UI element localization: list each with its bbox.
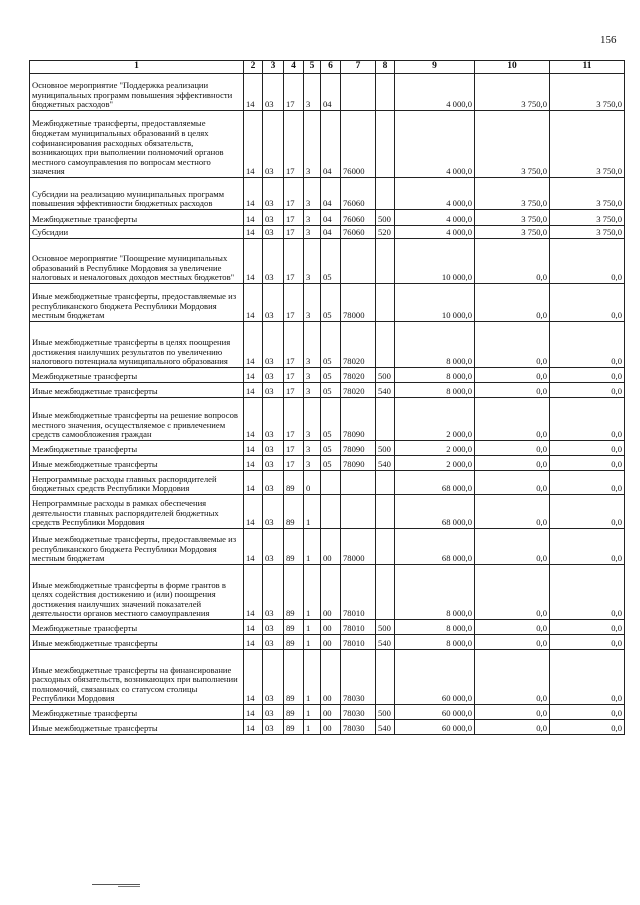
col-6-cell: 05 bbox=[321, 441, 341, 456]
col-2-cell: 14 bbox=[244, 650, 263, 705]
item-name-cell: Иные межбюджетные трансферты, предоставляемые из республиканского бюджета Республики Мордовия местным бюджетам bbox=[30, 284, 244, 322]
amount-10-cell: 0,0 bbox=[475, 529, 550, 565]
table-row bbox=[30, 441, 625, 456]
col-4-cell: 17 bbox=[284, 239, 304, 284]
col-8-cell: 500 bbox=[376, 441, 395, 456]
amount-10-cell: 0,0 bbox=[475, 368, 550, 383]
table-row bbox=[30, 635, 625, 650]
item-name-cell: Иные межбюджетные трансферты bbox=[30, 383, 244, 398]
col-3-cell: 03 bbox=[263, 565, 284, 620]
col-6-cell: 00 bbox=[321, 635, 341, 650]
table-row bbox=[30, 368, 625, 383]
amount-10-cell: 0,0 bbox=[475, 441, 550, 456]
amount-9-cell: 68 000,0 bbox=[395, 495, 475, 529]
column-header: 11 bbox=[550, 61, 625, 74]
col-6-cell bbox=[321, 471, 341, 495]
col-2-cell: 14 bbox=[244, 565, 263, 620]
col-7-cell: 78030 bbox=[341, 720, 376, 735]
col-4-cell: 17 bbox=[284, 74, 304, 111]
col-5-cell: 3 bbox=[304, 74, 321, 111]
amount-10-cell: 0,0 bbox=[475, 650, 550, 705]
col-8-cell bbox=[376, 398, 395, 441]
col-2-cell: 14 bbox=[244, 226, 263, 239]
table-row bbox=[30, 705, 625, 720]
col-2-cell: 14 bbox=[244, 111, 263, 178]
amount-10-cell: 0,0 bbox=[475, 284, 550, 322]
table-row bbox=[30, 239, 625, 284]
item-name-cell: Межбюджетные трансферты bbox=[30, 368, 244, 383]
col-2-cell: 14 bbox=[244, 383, 263, 398]
item-name-cell: Непрограммные расходы в рамках обеспечения деятельности главных распорядителей бюджетных средств Республики Мордовия bbox=[30, 495, 244, 529]
budget-table bbox=[29, 60, 625, 735]
col-4-cell: 89 bbox=[284, 650, 304, 705]
column-header: 1 bbox=[30, 61, 244, 74]
amount-9-cell: 8 000,0 bbox=[395, 565, 475, 620]
col-5-cell: 3 bbox=[304, 383, 321, 398]
col-3-cell: 03 bbox=[263, 178, 284, 210]
col-2-cell: 14 bbox=[244, 210, 263, 226]
col-8-cell bbox=[376, 284, 395, 322]
col-5-cell: 1 bbox=[304, 565, 321, 620]
item-name-cell: Межбюджетные трансферты bbox=[30, 705, 244, 720]
col-3-cell: 03 bbox=[263, 441, 284, 456]
amount-11-cell: 3 750,0 bbox=[550, 111, 625, 178]
amount-9-cell: 10 000,0 bbox=[395, 239, 475, 284]
col-4-cell: 17 bbox=[284, 226, 304, 239]
col-8-cell: 520 bbox=[376, 226, 395, 239]
col-3-cell: 03 bbox=[263, 529, 284, 565]
amount-11-cell: 0,0 bbox=[550, 456, 625, 471]
amount-9-cell: 4 000,0 bbox=[395, 178, 475, 210]
col-4-cell: 89 bbox=[284, 495, 304, 529]
table-row bbox=[30, 398, 625, 441]
col-8-cell: 500 bbox=[376, 620, 395, 635]
item-name-cell: Непрограммные расходы главных распорядителей бюджетных средств Республики Мордовия bbox=[30, 471, 244, 495]
col-8-cell bbox=[376, 650, 395, 705]
col-2-cell: 14 bbox=[244, 471, 263, 495]
col-5-cell: 3 bbox=[304, 226, 321, 239]
col-8-cell bbox=[376, 529, 395, 565]
col-7-cell: 76060 bbox=[341, 210, 376, 226]
col-3-cell: 03 bbox=[263, 720, 284, 735]
col-6-cell: 05 bbox=[321, 322, 341, 368]
col-6-cell: 00 bbox=[321, 620, 341, 635]
amount-11-cell: 0,0 bbox=[550, 635, 625, 650]
col-4-cell: 17 bbox=[284, 456, 304, 471]
col-4-cell: 89 bbox=[284, 705, 304, 720]
col-7-cell: 78090 bbox=[341, 398, 376, 441]
item-name-cell: Иные межбюджетные трансферты bbox=[30, 720, 244, 735]
col-3-cell: 03 bbox=[263, 111, 284, 178]
amount-11-cell: 0,0 bbox=[550, 322, 625, 368]
amount-9-cell: 8 000,0 bbox=[395, 368, 475, 383]
col-5-cell: 3 bbox=[304, 178, 321, 210]
col-6-cell: 04 bbox=[321, 178, 341, 210]
col-5-cell: 1 bbox=[304, 495, 321, 529]
amount-9-cell: 8 000,0 bbox=[395, 620, 475, 635]
table-body bbox=[30, 74, 625, 735]
col-3-cell: 03 bbox=[263, 650, 284, 705]
page-number: 156 bbox=[600, 34, 617, 46]
col-8-cell bbox=[376, 74, 395, 111]
col-6-cell: 05 bbox=[321, 368, 341, 383]
amount-9-cell: 2 000,0 bbox=[395, 441, 475, 456]
column-header: 10 bbox=[475, 61, 550, 74]
amount-9-cell: 8 000,0 bbox=[395, 322, 475, 368]
col-2-cell: 14 bbox=[244, 720, 263, 735]
col-3-cell: 03 bbox=[263, 705, 284, 720]
col-8-cell bbox=[376, 471, 395, 495]
amount-10-cell: 0,0 bbox=[475, 495, 550, 529]
col-6-cell: 05 bbox=[321, 284, 341, 322]
col-4-cell: 89 bbox=[284, 565, 304, 620]
amount-11-cell: 0,0 bbox=[550, 529, 625, 565]
col-5-cell: 3 bbox=[304, 239, 321, 284]
col-6-cell: 04 bbox=[321, 74, 341, 111]
col-8-cell bbox=[376, 322, 395, 368]
item-name-cell: Межбюджетные трансферты bbox=[30, 210, 244, 226]
col-3-cell: 03 bbox=[263, 398, 284, 441]
table-row bbox=[30, 111, 625, 178]
item-name-cell: Межбюджетные трансферты bbox=[30, 620, 244, 635]
header-row bbox=[30, 61, 625, 74]
col-3-cell: 03 bbox=[263, 210, 284, 226]
amount-10-cell: 0,0 bbox=[475, 620, 550, 635]
amount-9-cell: 60 000,0 bbox=[395, 720, 475, 735]
item-name-cell: Межбюджетные трансферты bbox=[30, 441, 244, 456]
table-row bbox=[30, 322, 625, 368]
col-4-cell: 89 bbox=[284, 529, 304, 565]
col-7-cell bbox=[341, 471, 376, 495]
col-8-cell: 540 bbox=[376, 635, 395, 650]
col-3-cell: 03 bbox=[263, 74, 284, 111]
amount-11-cell: 0,0 bbox=[550, 398, 625, 441]
col-7-cell: 78010 bbox=[341, 620, 376, 635]
amount-11-cell: 3 750,0 bbox=[550, 74, 625, 111]
col-4-cell: 17 bbox=[284, 398, 304, 441]
amount-11-cell: 0,0 bbox=[550, 650, 625, 705]
item-name-cell: Иные межбюджетные трансферты на финансирование расходных обязательств, возникающих при выполнении полномочий, связанных со статусом столицы Республики Мордовия bbox=[30, 650, 244, 705]
col-4-cell: 17 bbox=[284, 368, 304, 383]
col-5-cell: 1 bbox=[304, 720, 321, 735]
column-header: 2 bbox=[244, 61, 263, 74]
col-3-cell: 03 bbox=[263, 495, 284, 529]
table-row bbox=[30, 529, 625, 565]
item-name-cell: Субсидии на реализацию муниципальных программ повышения эффективности бюджетных расходов bbox=[30, 178, 244, 210]
col-4-cell: 17 bbox=[284, 441, 304, 456]
col-7-cell: 78090 bbox=[341, 456, 376, 471]
col-6-cell: 04 bbox=[321, 210, 341, 226]
amount-9-cell: 4 000,0 bbox=[395, 111, 475, 178]
col-3-cell: 03 bbox=[263, 620, 284, 635]
col-2-cell: 14 bbox=[244, 456, 263, 471]
col-5-cell: 1 bbox=[304, 635, 321, 650]
col-3-cell: 03 bbox=[263, 635, 284, 650]
amount-11-cell: 0,0 bbox=[550, 471, 625, 495]
col-7-cell: 78010 bbox=[341, 565, 376, 620]
amount-9-cell: 60 000,0 bbox=[395, 705, 475, 720]
col-6-cell: 05 bbox=[321, 239, 341, 284]
col-5-cell: 3 bbox=[304, 322, 321, 368]
amount-11-cell: 0,0 bbox=[550, 383, 625, 398]
amount-10-cell: 0,0 bbox=[475, 471, 550, 495]
col-8-cell: 500 bbox=[376, 705, 395, 720]
col-2-cell: 14 bbox=[244, 74, 263, 111]
amount-11-cell: 0,0 bbox=[550, 368, 625, 383]
col-4-cell: 17 bbox=[284, 210, 304, 226]
amount-11-cell: 0,0 bbox=[550, 705, 625, 720]
col-5-cell: 1 bbox=[304, 705, 321, 720]
amount-9-cell: 68 000,0 bbox=[395, 529, 475, 565]
table-row bbox=[30, 650, 625, 705]
item-name-cell: Субсидии bbox=[30, 226, 244, 239]
amount-10-cell: 0,0 bbox=[475, 565, 550, 620]
amount-10-cell: 0,0 bbox=[475, 635, 550, 650]
amount-10-cell: 0,0 bbox=[475, 705, 550, 720]
col-8-cell: 500 bbox=[376, 368, 395, 383]
col-5-cell: 3 bbox=[304, 456, 321, 471]
amount-10-cell: 0,0 bbox=[475, 456, 550, 471]
col-4-cell: 17 bbox=[284, 322, 304, 368]
col-5-cell: 3 bbox=[304, 111, 321, 178]
table-row bbox=[30, 471, 625, 495]
amount-10-cell: 0,0 bbox=[475, 720, 550, 735]
col-5-cell: 3 bbox=[304, 368, 321, 383]
table-row bbox=[30, 383, 625, 398]
column-header: 7 bbox=[341, 61, 376, 74]
column-header: 3 bbox=[263, 61, 284, 74]
amount-9-cell: 68 000,0 bbox=[395, 471, 475, 495]
col-5-cell: 1 bbox=[304, 620, 321, 635]
col-2-cell: 14 bbox=[244, 239, 263, 284]
amount-10-cell: 0,0 bbox=[475, 322, 550, 368]
col-4-cell: 17 bbox=[284, 383, 304, 398]
col-5-cell: 1 bbox=[304, 529, 321, 565]
scan-artifact bbox=[118, 886, 140, 887]
col-7-cell: 78030 bbox=[341, 650, 376, 705]
col-7-cell bbox=[341, 74, 376, 111]
amount-11-cell: 0,0 bbox=[550, 239, 625, 284]
column-header: 5 bbox=[304, 61, 321, 74]
amount-9-cell: 2 000,0 bbox=[395, 456, 475, 471]
col-3-cell: 03 bbox=[263, 456, 284, 471]
amount-11-cell: 0,0 bbox=[550, 720, 625, 735]
col-6-cell: 00 bbox=[321, 529, 341, 565]
col-2-cell: 14 bbox=[244, 635, 263, 650]
col-6-cell: 05 bbox=[321, 456, 341, 471]
item-name-cell: Иные межбюджетные трансферты bbox=[30, 456, 244, 471]
item-name-cell: Основное мероприятие "Поддержка реализации муниципальных программ повышения эффективности бюджетных расходов" bbox=[30, 74, 244, 111]
amount-10-cell: 0,0 bbox=[475, 383, 550, 398]
amount-10-cell: 0,0 bbox=[475, 398, 550, 441]
amount-10-cell: 3 750,0 bbox=[475, 210, 550, 226]
col-2-cell: 14 bbox=[244, 368, 263, 383]
table-row bbox=[30, 284, 625, 322]
col-2-cell: 14 bbox=[244, 284, 263, 322]
col-5-cell: 3 bbox=[304, 398, 321, 441]
col-5-cell: 0 bbox=[304, 471, 321, 495]
amount-9-cell: 60 000,0 bbox=[395, 650, 475, 705]
amount-11-cell: 0,0 bbox=[550, 565, 625, 620]
amount-10-cell: 3 750,0 bbox=[475, 111, 550, 178]
col-6-cell bbox=[321, 495, 341, 529]
col-4-cell: 89 bbox=[284, 620, 304, 635]
item-name-cell: Иные межбюджетные трансферты в целях поощрения достижения наилучших результатов по увеличению налогового потенциала муниципального образования bbox=[30, 322, 244, 368]
table-row bbox=[30, 74, 625, 111]
column-header: 6 bbox=[321, 61, 341, 74]
col-6-cell: 00 bbox=[321, 650, 341, 705]
col-3-cell: 03 bbox=[263, 239, 284, 284]
table-row bbox=[30, 210, 625, 226]
amount-9-cell: 8 000,0 bbox=[395, 383, 475, 398]
table-row bbox=[30, 720, 625, 735]
amount-9-cell: 8 000,0 bbox=[395, 635, 475, 650]
table-row bbox=[30, 456, 625, 471]
amount-11-cell: 3 750,0 bbox=[550, 178, 625, 210]
amount-11-cell: 0,0 bbox=[550, 284, 625, 322]
amount-11-cell: 0,0 bbox=[550, 441, 625, 456]
col-7-cell: 76060 bbox=[341, 226, 376, 239]
col-7-cell: 78020 bbox=[341, 368, 376, 383]
col-2-cell: 14 bbox=[244, 620, 263, 635]
amount-9-cell: 4 000,0 bbox=[395, 74, 475, 111]
col-7-cell: 78090 bbox=[341, 441, 376, 456]
col-7-cell: 78020 bbox=[341, 322, 376, 368]
col-6-cell: 05 bbox=[321, 398, 341, 441]
col-3-cell: 03 bbox=[263, 368, 284, 383]
column-header: 4 bbox=[284, 61, 304, 74]
col-5-cell: 1 bbox=[304, 650, 321, 705]
col-8-cell bbox=[376, 239, 395, 284]
col-3-cell: 03 bbox=[263, 284, 284, 322]
amount-11-cell: 0,0 bbox=[550, 620, 625, 635]
col-2-cell: 14 bbox=[244, 441, 263, 456]
col-6-cell: 04 bbox=[321, 111, 341, 178]
col-3-cell: 03 bbox=[263, 226, 284, 239]
table-row bbox=[30, 178, 625, 210]
item-name-cell: Иные межбюджетные трансферты в форме грантов в целях содействия достижению и (или) поощрения достижения наилучших значений показателей деятельности органов местного самоуправления bbox=[30, 565, 244, 620]
scan-artifact bbox=[92, 884, 140, 885]
col-7-cell bbox=[341, 495, 376, 529]
col-8-cell bbox=[376, 565, 395, 620]
col-6-cell: 00 bbox=[321, 720, 341, 735]
table-row bbox=[30, 495, 625, 529]
col-8-cell: 540 bbox=[376, 456, 395, 471]
item-name-cell: Основное мероприятие "Поощрение муниципальных образований в Республике Мордовия за увеличение налоговых и неналоговых доходов местных бюджетов" bbox=[30, 239, 244, 284]
col-7-cell: 78030 bbox=[341, 705, 376, 720]
col-3-cell: 03 bbox=[263, 322, 284, 368]
item-name-cell: Иные межбюджетные трансферты на решение вопросов местного значения, осуществляемое с привлечением средств самообложения граждан bbox=[30, 398, 244, 441]
col-7-cell: 78000 bbox=[341, 529, 376, 565]
col-3-cell: 03 bbox=[263, 471, 284, 495]
col-7-cell: 76000 bbox=[341, 111, 376, 178]
col-8-cell bbox=[376, 111, 395, 178]
amount-10-cell: 3 750,0 bbox=[475, 74, 550, 111]
amount-9-cell: 4 000,0 bbox=[395, 210, 475, 226]
col-7-cell: 78020 bbox=[341, 383, 376, 398]
col-5-cell: 3 bbox=[304, 441, 321, 456]
amount-9-cell: 2 000,0 bbox=[395, 398, 475, 441]
col-8-cell: 500 bbox=[376, 210, 395, 226]
amount-10-cell: 3 750,0 bbox=[475, 178, 550, 210]
table-row bbox=[30, 620, 625, 635]
col-6-cell: 04 bbox=[321, 226, 341, 239]
amount-11-cell: 3 750,0 bbox=[550, 226, 625, 239]
table-row bbox=[30, 565, 625, 620]
amount-9-cell: 4 000,0 bbox=[395, 226, 475, 239]
col-4-cell: 89 bbox=[284, 471, 304, 495]
item-name-cell: Иные межбюджетные трансферты bbox=[30, 635, 244, 650]
col-7-cell bbox=[341, 239, 376, 284]
col-5-cell: 3 bbox=[304, 284, 321, 322]
col-8-cell bbox=[376, 178, 395, 210]
item-name-cell: Межбюджетные трансферты, предоставляемые бюджетам муниципальных образований в целях софинансирования расходных обязательств, возникающих при выполнении полномочий органов местного самоуправления по вопросам местного значения bbox=[30, 111, 244, 178]
col-5-cell: 3 bbox=[304, 210, 321, 226]
col-8-cell bbox=[376, 495, 395, 529]
item-name-cell: Иные межбюджетные трансферты, предоставляемые из республиканского бюджета Республики Мордовия местным бюджетам bbox=[30, 529, 244, 565]
amount-10-cell: 3 750,0 bbox=[475, 226, 550, 239]
amount-9-cell: 10 000,0 bbox=[395, 284, 475, 322]
col-4-cell: 89 bbox=[284, 635, 304, 650]
col-2-cell: 14 bbox=[244, 529, 263, 565]
col-4-cell: 89 bbox=[284, 720, 304, 735]
col-4-cell: 17 bbox=[284, 284, 304, 322]
table-row bbox=[30, 226, 625, 239]
col-7-cell: 78010 bbox=[341, 635, 376, 650]
col-2-cell: 14 bbox=[244, 178, 263, 210]
amount-11-cell: 0,0 bbox=[550, 495, 625, 529]
col-8-cell: 540 bbox=[376, 383, 395, 398]
column-header: 9 bbox=[395, 61, 475, 74]
col-8-cell: 540 bbox=[376, 720, 395, 735]
col-3-cell: 03 bbox=[263, 383, 284, 398]
col-2-cell: 14 bbox=[244, 495, 263, 529]
col-2-cell: 14 bbox=[244, 398, 263, 441]
column-header: 8 bbox=[376, 61, 395, 74]
amount-11-cell: 3 750,0 bbox=[550, 210, 625, 226]
col-4-cell: 17 bbox=[284, 111, 304, 178]
col-4-cell: 17 bbox=[284, 178, 304, 210]
col-6-cell: 05 bbox=[321, 383, 341, 398]
col-2-cell: 14 bbox=[244, 705, 263, 720]
col-7-cell: 78000 bbox=[341, 284, 376, 322]
col-2-cell: 14 bbox=[244, 322, 263, 368]
col-6-cell: 00 bbox=[321, 705, 341, 720]
amount-10-cell: 0,0 bbox=[475, 239, 550, 284]
col-6-cell: 00 bbox=[321, 565, 341, 620]
col-7-cell: 76060 bbox=[341, 178, 376, 210]
